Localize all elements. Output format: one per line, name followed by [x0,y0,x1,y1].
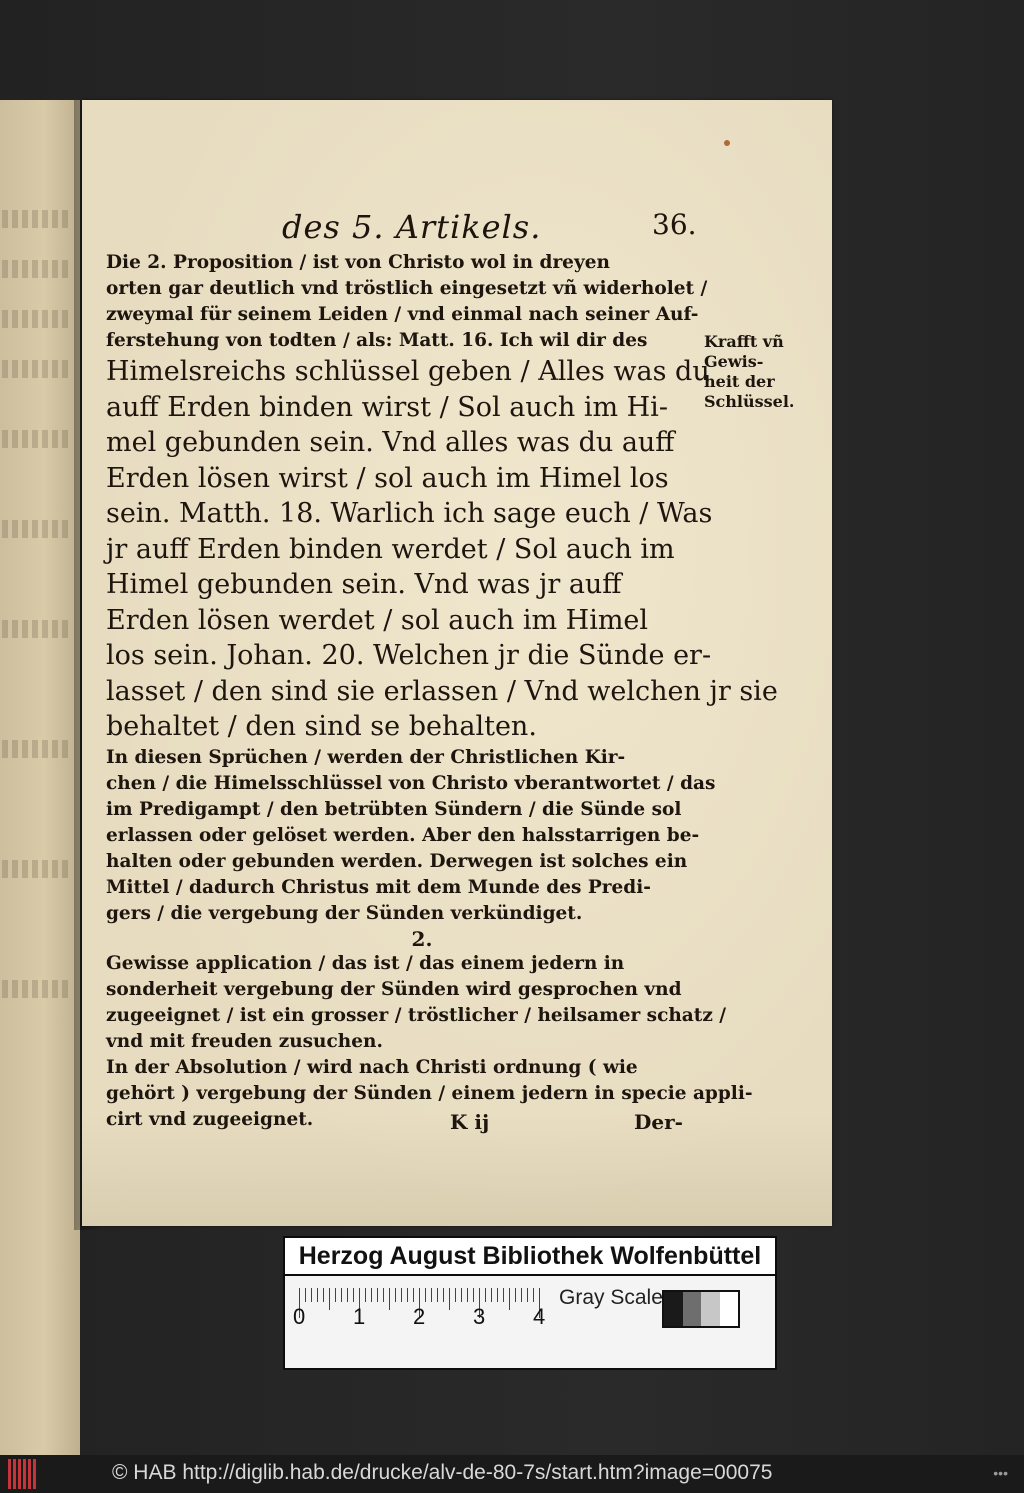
ruler-tick [347,1288,348,1302]
ruler-tick [485,1288,486,1302]
ruler-tick [329,1288,330,1310]
ruler-number: 4 [533,1304,546,1329]
gray-scale-swatches [662,1290,740,1328]
ruler-tick [509,1288,510,1310]
text-line: In der Absolution / wird nach Christi ordnung ( wie [106,1056,638,1078]
ruler-tick [383,1288,384,1302]
ruler-number: 3 [473,1304,486,1329]
text-line: auff Erden binden wirst / Sol auch im Hi- [106,391,668,423]
text-line: chen / die Himelsschlüssel von Christo vberantwortet / das [106,772,716,794]
catchword: Der- [634,1110,683,1134]
ruler-number: 0 [293,1304,306,1329]
text-line: orten gar deutlich vnd tröstlich eingesetzt vñ widerholet / [106,278,708,299]
margin-note-line: Gewis- [704,352,764,371]
text-line: Erden lösen wirst / sol auch im Himel los [106,462,669,494]
margin-note-line: Krafft vñ [704,332,784,351]
ruler-tick [395,1288,396,1302]
ruler-tick [449,1288,450,1310]
ruler-tick [317,1288,318,1302]
text-line: lasset / den sind sie erlassen / Vnd welchen jr sie [106,675,778,707]
ruler-tick [461,1288,462,1302]
ruler-tick [503,1288,504,1302]
ruler-tick [335,1288,336,1302]
margin-note-line: heit der [704,372,775,391]
text-line: vnd mit freuden zusuchen. [106,1030,383,1052]
ruler-tick [527,1288,528,1302]
text-line: sonderheit vergebung der Sünden wird gesprochen vnd [106,978,682,1000]
ruler-tick [497,1288,498,1302]
text-line: behaltet / den sind se behalten. [106,711,537,742]
text-line: Erden lösen werdet / sol auch im Himel [106,604,649,636]
text-line: im Predigampt / den betrübten Sündern / die Sünde sol [106,798,682,820]
copyright-url[interactable]: © HAB http://diglib.hab.de/drucke/alv-de-80-7s/start.htm?image=00075 [112,1461,773,1484]
text-line: gers / die vergebung der Sünden verkündiget. [106,902,583,924]
hab-logo-icon [8,1459,38,1489]
ruler-tick [371,1288,372,1302]
ruler-tick [515,1288,516,1302]
color-scale-card [283,1236,777,1370]
signature-mark: K ij [450,1110,490,1134]
ruler-tick [341,1288,342,1302]
text-line: Himel gebunden sein. Vnd was jr auff [106,569,622,600]
margin-note-line: Schlüssel. [704,392,795,411]
ruler-tick [401,1288,402,1302]
gray-swatch [701,1292,720,1326]
text-line: 2. [411,926,433,951]
more-icon[interactable]: ••• [993,1465,1008,1481]
page-footer-line [82,1110,832,1140]
scale-card-title: Herzog August Bibliothek Wolfenbüttel [285,1238,775,1276]
margin-note [704,332,832,412]
ruler-tick [491,1288,492,1302]
ruler-tick [455,1288,456,1302]
ruler-tick [425,1288,426,1302]
ruler-tick [365,1288,366,1302]
ruler-tick [443,1288,444,1302]
text-line: los sein. Johan. 20. Welchen jr die Sünde er- [106,640,712,671]
ruler-tick [437,1288,438,1302]
ruler-number: 1 [353,1304,366,1329]
text-line: In diesen Sprüchen / werden der Christlichen Kir- [106,746,626,768]
facing-page-edge [0,100,80,1470]
ruler-tick [305,1288,306,1302]
ruler-tick [323,1288,324,1302]
gray-swatch [683,1292,702,1326]
ruler-tick [533,1288,534,1302]
text-line: gehört ) vergebung der Sünden / einem jedern in specie appli- [106,1082,753,1104]
ruler-tick [389,1288,390,1310]
book-page [82,100,832,1226]
text-line: jr auff Erden binden werdet / Sol auch im [106,533,675,565]
running-head: des 5. Artikels. [282,208,542,246]
text-line: Mittel / dadurch Christus mit dem Munde des Predi- [106,876,651,898]
ruler-tick [377,1288,378,1302]
ruler-number: 2 [413,1304,426,1329]
gray-swatch [664,1292,683,1326]
text-line: halten oder gebunden werden. Derwegen ist solches ein [106,850,688,872]
ruler-tick [473,1288,474,1302]
ruler-tick [521,1288,522,1302]
text-line: zweymal für seinem Leiden / vnd einmal nach seiner Auf- [106,304,699,325]
text-line: cirt vnd zugeeignet. [106,1108,314,1130]
text-line: ferstehung von todten / als: Matt. 16. Ich wil dir des [106,330,648,351]
text-line: sein. Matth. 18. Warlich ich sage euch / Was [106,498,713,529]
ruler-tick [407,1288,408,1302]
text-line: Himelsreichs schlüssel geben / Alles was du [106,356,710,387]
ruler-tick [467,1288,468,1302]
ruler-tick [311,1288,312,1302]
page-header [82,208,832,248]
ruler-tick [413,1288,414,1302]
ink-spot [724,140,730,146]
ruler-tick [431,1288,432,1302]
text-line: Gewisse application / das ist / das einem jedern in [106,952,625,974]
text-line: mel gebunden sein. Vnd alles was du auff [106,427,675,458]
ruler-tick [353,1288,354,1302]
text-line: erlassen oder gelöset werden. Aber den halsstarrigen be- [106,824,700,846]
gray-swatch [720,1292,739,1326]
viewer-footer [0,1455,1024,1493]
gray-scale-label: Gray Scale [559,1286,663,1309]
text-line: Die 2. Proposition / ist von Christo wol in dreyen [106,252,610,273]
text-line: zugeeignet / ist ein grosser / tröstlicher / heilsamer schatz / [106,1004,727,1026]
page-number: 36. [652,208,697,241]
